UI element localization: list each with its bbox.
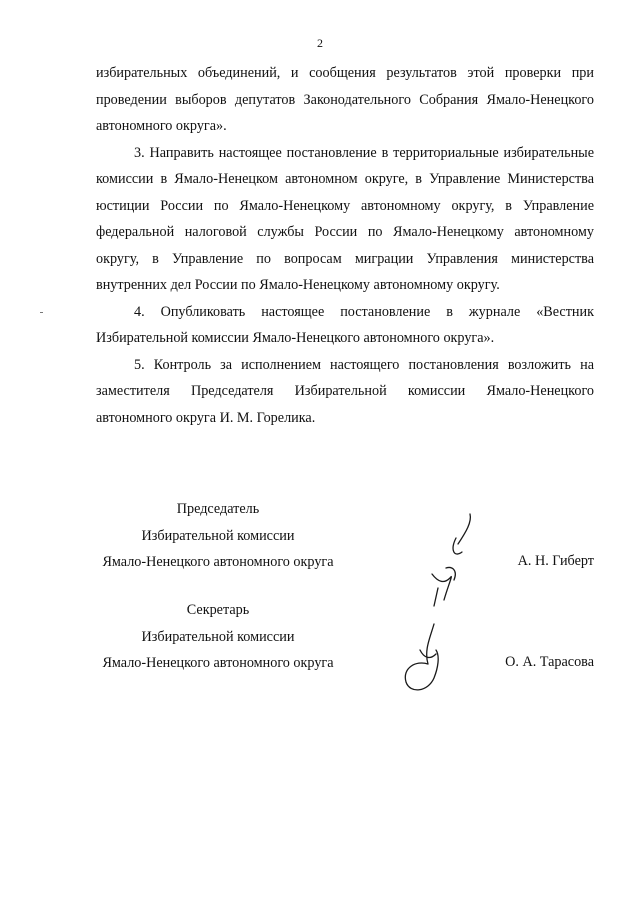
paragraph-item-5: 5. Контроль за исполнением настоящего постановления возложить на заместителя Председателя Избирательной комиссии Ямало-Ненецкого автономного округа И. М. Горелика. [96,356,594,426]
secretary-title-line2: Избирательной комиссии [141,628,295,645]
scan-edge-mark [40,312,43,313]
chairman-title-line3: Ямало-Ненецкого автономного округа [102,554,334,570]
secretary-title-line1: Секретарь [186,602,250,618]
secretary-title-block [92,597,344,677]
body-text [96,60,594,431]
chairman-title-line2: Избирательной комиссии [141,527,295,544]
page-number: 2 [317,36,323,50]
chairman-title-line1: Председатель [176,501,260,517]
paragraph-item-4: 4. Опубликовать настоящее постановление в журнале «Вестник Избирательной комиссии Ямало-Ненецкого автономного округа». [96,303,594,346]
paragraph-item-3: 3. Направить настоящее постановление в территориальные избирательные комиссии в Ямало-Ненецком автономном округе, в Управление Министерства юстиции России по Ямало-Ненецкому автономному округу, в Управление федеральной налоговой службы России по Ямало-Ненецкому автономному округу, в Управление по вопросам миграции Управления министерства внутренних дел России по Ямало-Ненецкому автономному округу. [96,144,594,293]
secretary-name: О. А. Тарасова [505,654,594,670]
secretary-signature-icon [394,620,454,698]
chairman-signature-icon [418,508,488,610]
paragraph-continuation: избирательных объединений, и сообщения результатов этой проверки при проведении выборов депутатов Законодательного Собрания Ямало-Ненецкого автономного округа». [96,65,594,134]
secretary-title-line3: Ямало-Ненецкого автономного округа [102,655,334,671]
chairman-name: А. Н. Гиберт [517,553,594,569]
chairman-title-block [92,496,344,576]
